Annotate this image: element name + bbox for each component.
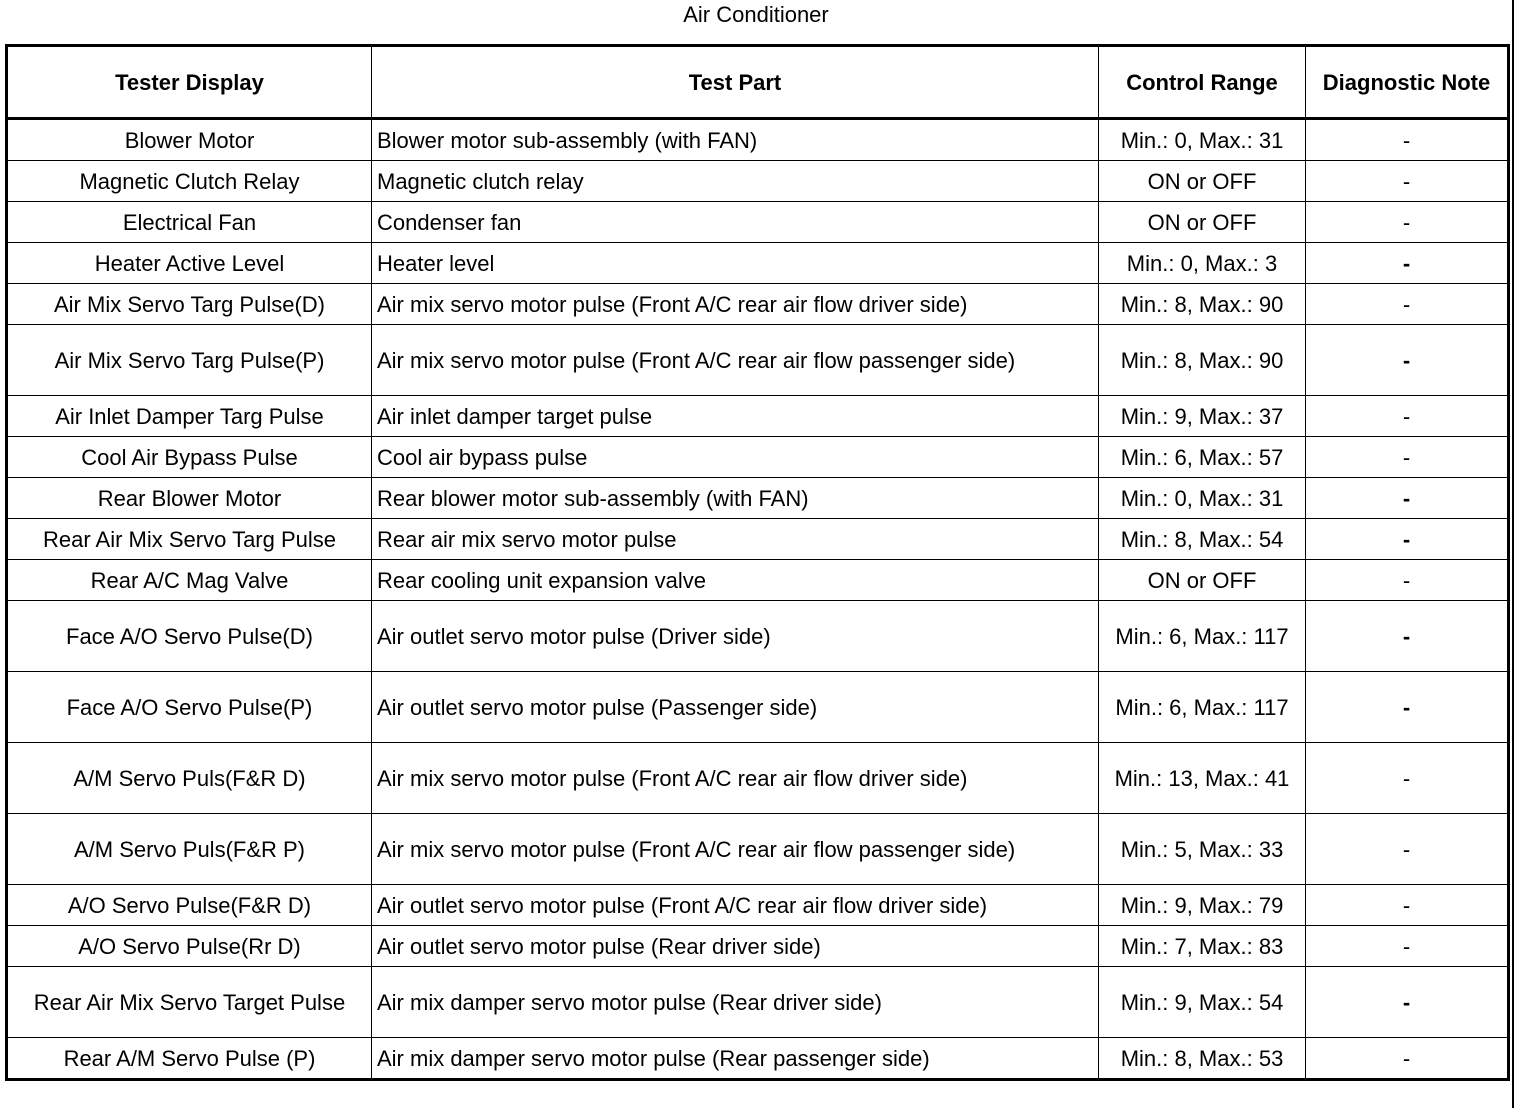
- cell-control-range: Min.: 8, Max.: 90: [1099, 325, 1306, 396]
- cell-control-range: Min.: 6, Max.: 117: [1099, 601, 1306, 672]
- header-test-part: Test Part: [372, 46, 1099, 119]
- table-row: [7, 601, 1509, 672]
- cell-diagnostic-note: -: [1306, 814, 1509, 885]
- cell-control-range: Min.: 9, Max.: 79: [1099, 885, 1306, 926]
- cell-test-part: Heater level: [372, 243, 1099, 284]
- cell-test-part: Air mix servo motor pulse (Front A/C rear air flow driver side): [372, 743, 1099, 814]
- table-row: [7, 202, 1509, 243]
- cell-diagnostic-note: -: [1306, 243, 1509, 284]
- cell-tester-display: A/M Servo Puls(F&R D): [7, 743, 372, 814]
- cell-control-range: ON or OFF: [1099, 161, 1306, 202]
- cell-diagnostic-note: -: [1306, 601, 1509, 672]
- table-row: [7, 926, 1509, 967]
- table-row: [7, 396, 1509, 437]
- cell-diagnostic-note: -: [1306, 519, 1509, 560]
- cell-test-part: Rear blower motor sub-assembly (with FAN): [372, 478, 1099, 519]
- cell-control-range: Min.: 8, Max.: 90: [1099, 284, 1306, 325]
- cell-tester-display: Face A/O Servo Pulse(D): [7, 601, 372, 672]
- cell-control-range: Min.: 6, Max.: 57: [1099, 437, 1306, 478]
- cell-tester-display: Rear Air Mix Servo Target Pulse: [7, 967, 372, 1038]
- cell-test-part: Air mix servo motor pulse (Front A/C rear air flow passenger side): [372, 814, 1099, 885]
- cell-control-range: Min.: 5, Max.: 33: [1099, 814, 1306, 885]
- table-row: [7, 437, 1509, 478]
- cell-tester-display: Heater Active Level: [7, 243, 372, 284]
- cell-diagnostic-note: -: [1306, 119, 1509, 161]
- cell-diagnostic-note: -: [1306, 396, 1509, 437]
- table-row: [7, 325, 1509, 396]
- page-edge-rule: [1512, 0, 1514, 1108]
- cell-tester-display: Air Mix Servo Targ Pulse(D): [7, 284, 372, 325]
- cell-test-part: Rear cooling unit expansion valve: [372, 560, 1099, 601]
- cell-tester-display: A/O Servo Pulse(F&R D): [7, 885, 372, 926]
- cell-test-part: Cool air bypass pulse: [372, 437, 1099, 478]
- cell-test-part: Air mix damper servo motor pulse (Rear passenger side): [372, 1038, 1099, 1080]
- table-row: [7, 478, 1509, 519]
- cell-control-range: ON or OFF: [1099, 202, 1306, 243]
- cell-test-part: Magnetic clutch relay: [372, 161, 1099, 202]
- cell-test-part: Air mix servo motor pulse (Front A/C rear air flow passenger side): [372, 325, 1099, 396]
- cell-diagnostic-note: -: [1306, 560, 1509, 601]
- cell-diagnostic-note: -: [1306, 967, 1509, 1038]
- cell-control-range: Min.: 9, Max.: 37: [1099, 396, 1306, 437]
- cell-diagnostic-note: -: [1306, 885, 1509, 926]
- cell-tester-display: Electrical Fan: [7, 202, 372, 243]
- cell-control-range: Min.: 9, Max.: 54: [1099, 967, 1306, 1038]
- table-row: [7, 743, 1509, 814]
- table-row: [7, 243, 1509, 284]
- header-control-range: Control Range: [1099, 46, 1306, 119]
- cell-diagnostic-note: -: [1306, 161, 1509, 202]
- cell-tester-display: Rear A/M Servo Pulse (P): [7, 1038, 372, 1080]
- cell-tester-display: Cool Air Bypass Pulse: [7, 437, 372, 478]
- cell-control-range: Min.: 0, Max.: 31: [1099, 478, 1306, 519]
- table-row: [7, 885, 1509, 926]
- cell-tester-display: Face A/O Servo Pulse(P): [7, 672, 372, 743]
- cell-test-part: Rear air mix servo motor pulse: [372, 519, 1099, 560]
- cell-tester-display: Blower Motor: [7, 119, 372, 161]
- table-row: [7, 161, 1509, 202]
- cell-tester-display: Rear A/C Mag Valve: [7, 560, 372, 601]
- cell-tester-display: Rear Blower Motor: [7, 478, 372, 519]
- cell-control-range: Min.: 8, Max.: 53: [1099, 1038, 1306, 1080]
- cell-control-range: Min.: 0, Max.: 31: [1099, 119, 1306, 161]
- cell-test-part: Air outlet servo motor pulse (Passenger side): [372, 672, 1099, 743]
- cell-tester-display: A/M Servo Puls(F&R P): [7, 814, 372, 885]
- table-row: [7, 1038, 1509, 1080]
- header-tester-display: Tester Display: [7, 46, 372, 119]
- cell-control-range: Min.: 6, Max.: 117: [1099, 672, 1306, 743]
- cell-test-part: Air outlet servo motor pulse (Rear driver side): [372, 926, 1099, 967]
- table-row: [7, 814, 1509, 885]
- cell-tester-display: A/O Servo Pulse(Rr D): [7, 926, 372, 967]
- cell-test-part: Air outlet servo motor pulse (Driver side): [372, 601, 1099, 672]
- page-title: Air Conditioner: [683, 2, 829, 27]
- cell-tester-display: Rear Air Mix Servo Targ Pulse: [7, 519, 372, 560]
- air-conditioner-table: [5, 44, 1510, 1081]
- cell-diagnostic-note: -: [1306, 743, 1509, 814]
- cell-control-range: ON or OFF: [1099, 560, 1306, 601]
- cell-test-part: Condenser fan: [372, 202, 1099, 243]
- cell-diagnostic-note: -: [1306, 284, 1509, 325]
- table-row: [7, 519, 1509, 560]
- cell-control-range: Min.: 0, Max.: 3: [1099, 243, 1306, 284]
- cell-control-range: Min.: 13, Max.: 41: [1099, 743, 1306, 814]
- cell-diagnostic-note: -: [1306, 478, 1509, 519]
- header-diagnostic-note: Diagnostic Note: [1306, 46, 1509, 119]
- table-row: [7, 284, 1509, 325]
- table-row: [7, 560, 1509, 601]
- table-header-row: [7, 46, 1509, 119]
- cell-test-part: Air inlet damper target pulse: [372, 396, 1099, 437]
- cell-diagnostic-note: -: [1306, 926, 1509, 967]
- cell-test-part: Air mix damper servo motor pulse (Rear driver side): [372, 967, 1099, 1038]
- cell-diagnostic-note: -: [1306, 437, 1509, 478]
- cell-tester-display: Air Inlet Damper Targ Pulse: [7, 396, 372, 437]
- table-row: [7, 119, 1509, 161]
- cell-test-part: Air outlet servo motor pulse (Front A/C rear air flow driver side): [372, 885, 1099, 926]
- cell-control-range: Min.: 8, Max.: 54: [1099, 519, 1306, 560]
- cell-diagnostic-note: -: [1306, 672, 1509, 743]
- cell-tester-display: Air Mix Servo Targ Pulse(P): [7, 325, 372, 396]
- table-row: [7, 672, 1509, 743]
- cell-test-part: Air mix servo motor pulse (Front A/C rear air flow driver side): [372, 284, 1099, 325]
- cell-diagnostic-note: -: [1306, 325, 1509, 396]
- cell-diagnostic-note: -: [1306, 202, 1509, 243]
- cell-control-range: Min.: 7, Max.: 83: [1099, 926, 1306, 967]
- cell-test-part: Blower motor sub-assembly (with FAN): [372, 119, 1099, 161]
- cell-tester-display: Magnetic Clutch Relay: [7, 161, 372, 202]
- cell-diagnostic-note: -: [1306, 1038, 1509, 1080]
- table-row: [7, 967, 1509, 1038]
